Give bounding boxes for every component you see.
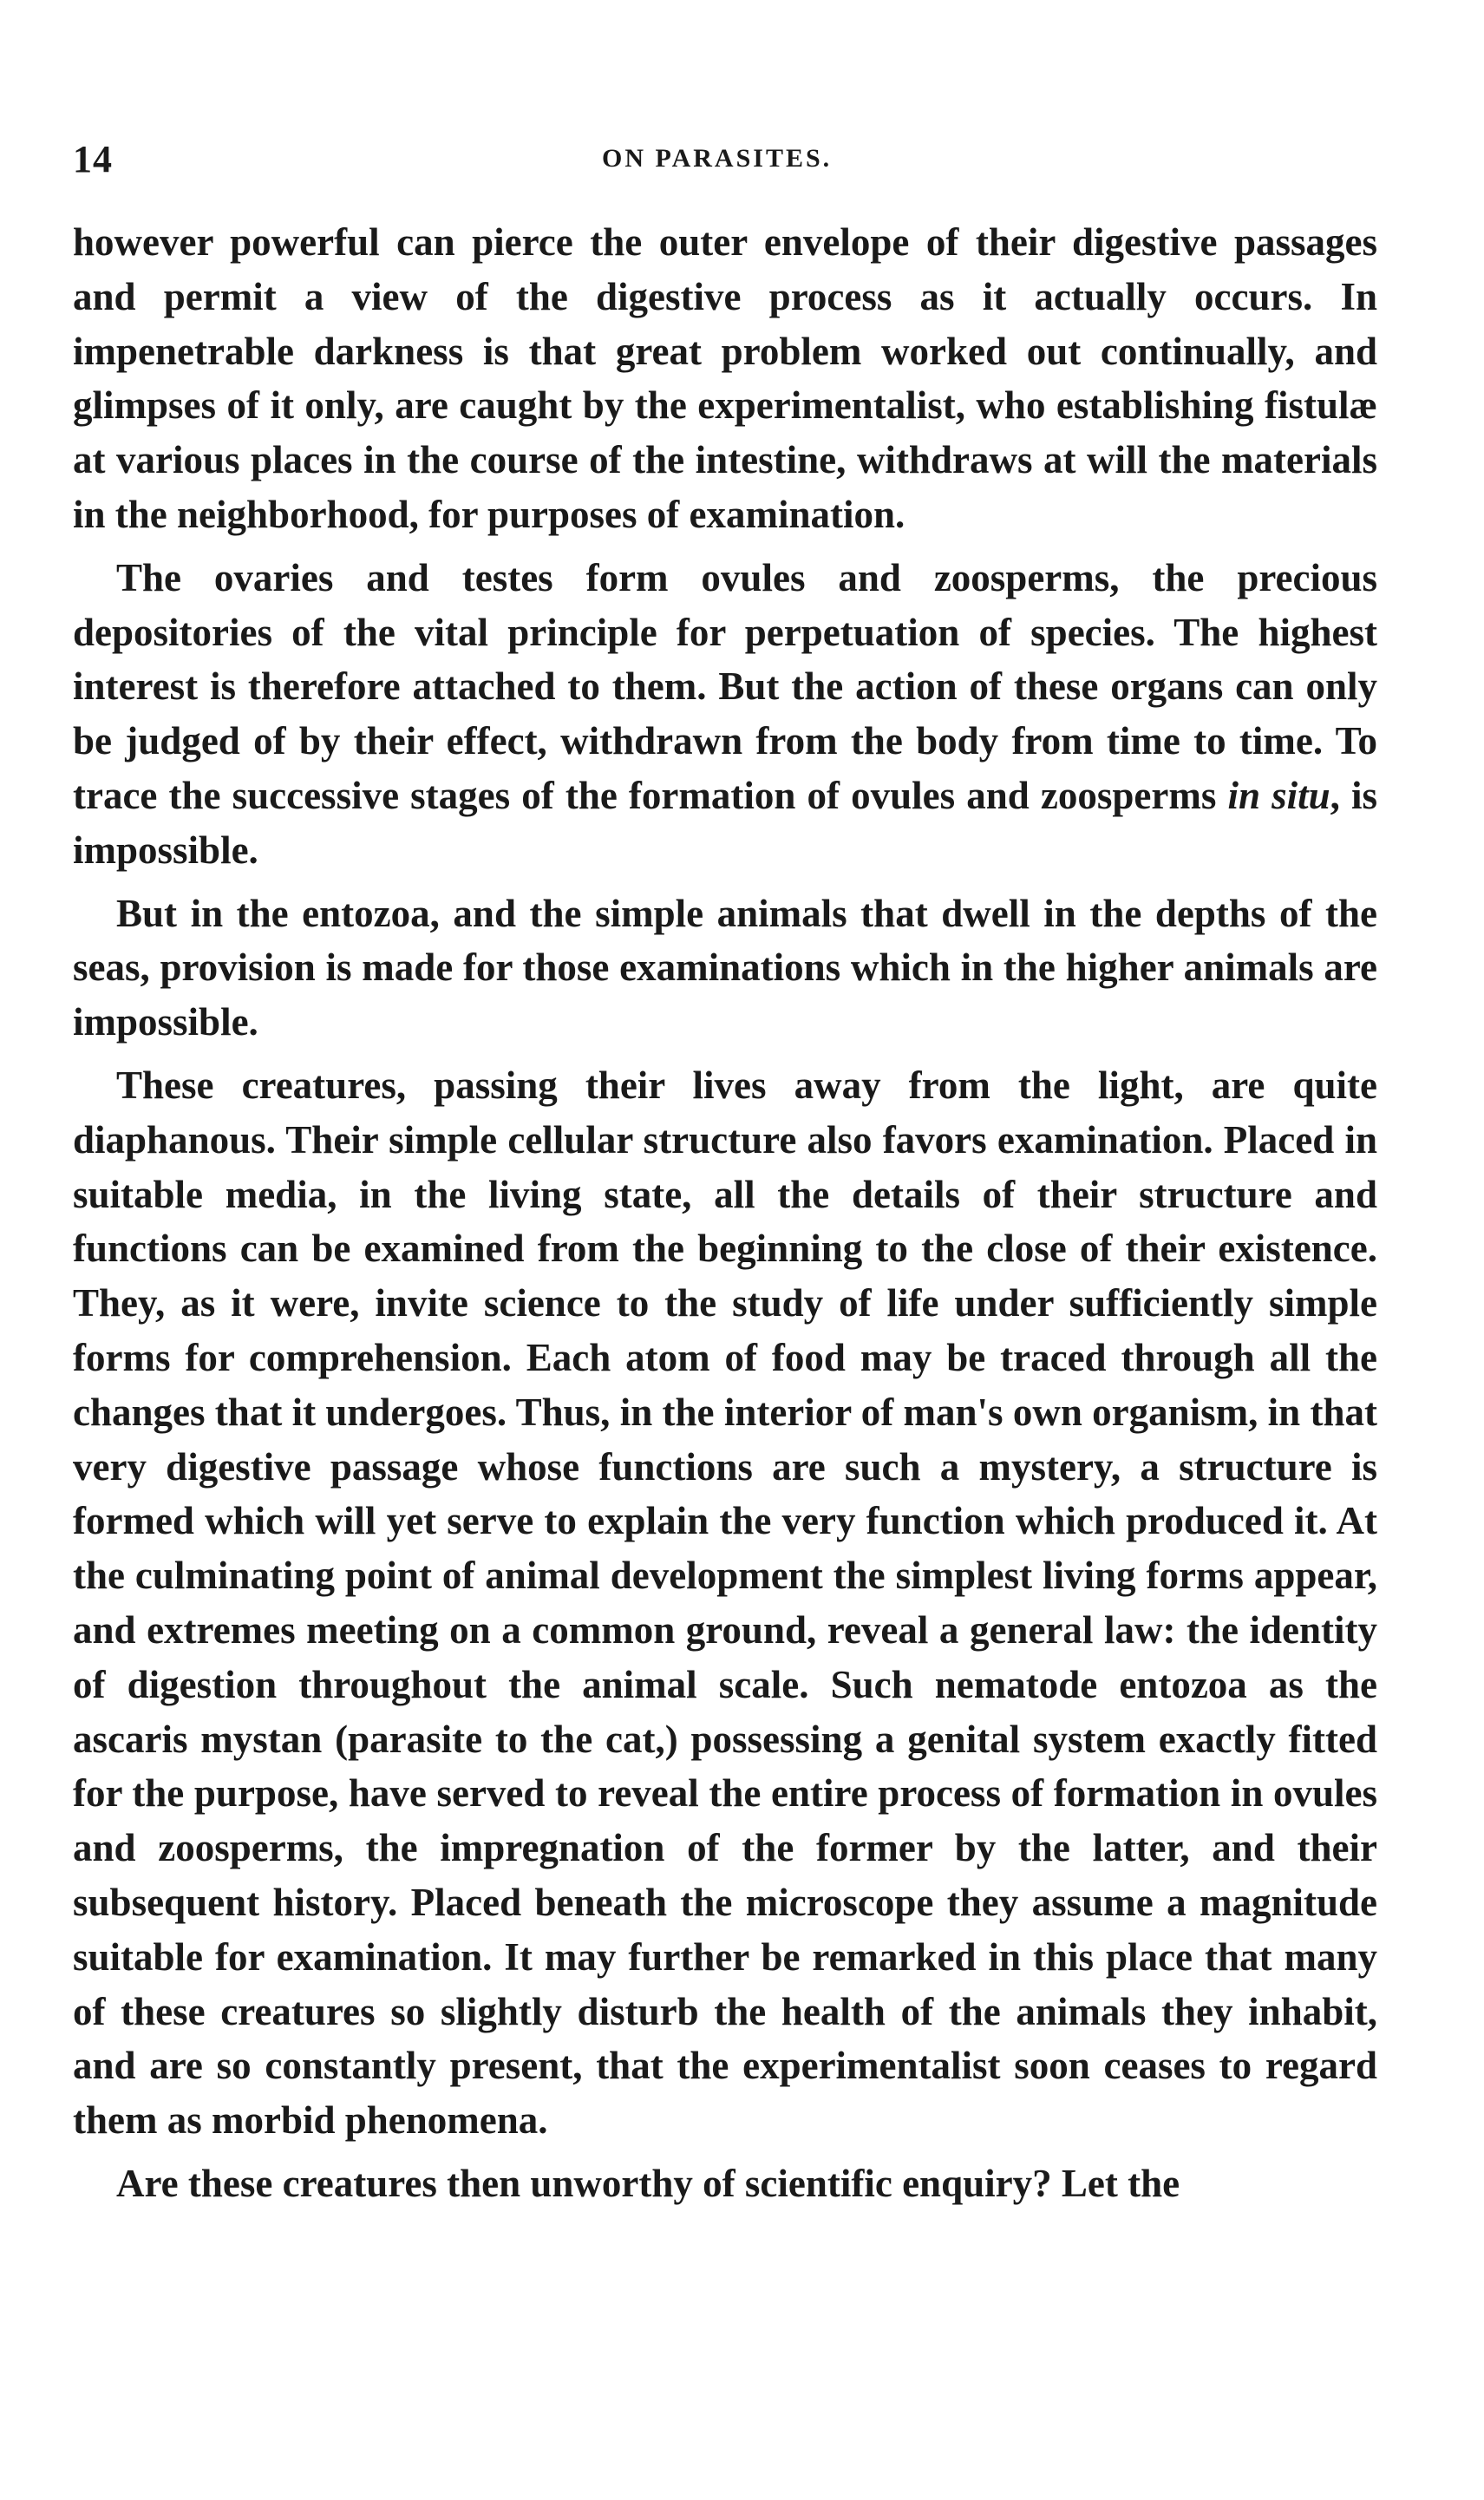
paragraph-2-text-before: The ovaries and testes form ovules and zoosperms, the precious depositories of the vital principle for perpetuation of species. The highest interest is therefore attached to them. But the action of these organs can only be judged of by their effect, withdrawn from the body from time to time. To trace the successive stages of the formation of ovules and zoosperms [73, 555, 1377, 817]
paragraph-2 [73, 551, 1377, 878]
paragraph-3: But in the entozoa, and the simple animals that dwell in the depths of the seas, provision is made for those examinations which in the higher animals are impossible. [73, 891, 1377, 1044]
body-text [73, 215, 1377, 2220]
running-head: ON PARASITES. [602, 144, 833, 173]
paragraph-1: however powerful can pierce the outer envelope of their digestive passages and permit a view of the digestive process as it actually occurs. In impenetrable darkness is that great problem worked out continually, and glimpses of it only, are caught by the experimentalist, who establishing fistulæ at various places in the course of the intestine, withdraws at will the materials in the neighborhood, for purposes of examination. [73, 220, 1377, 536]
paragraph-4: These creatures, passing their lives away from the light, are quite diaphanous. Their simple cellular structure also favors examination. Placed in suitable media, in the living state, all the details of their structure and functions can be examined from the beginning to the close of their existence. They, as it were, invite science to the study of life under sufficiently simple forms for comprehension. Each atom of food may be traced through all the changes that it undergoes. Thus, in the interior of man's own organism, in that very digestive passage whose functions are such a mystery, a structure is formed which will yet serve to explain the very function which produced it. At the culminating point of animal development the simplest living forms appear, and extremes meeting on a common ground, reveal a general law: the identity of digestion throughout the animal scale. Such nematode entozoa as the ascaris mystan (parasite to the cat,) possessing a genital system exactly fitted for the purpose, have served to reveal the entire process of formation in ovules and zoosperms, the impregnation of the former by the latter, and their subsequent history. Placed beneath the microscope they assume a magnitude suitable for examination. It may further be remarked in this place that many of these creatures so slightly disturb the health of the animals they inhabit, and are so constantly present, that the experimentalist soon ceases to regard them as morbid phenomena. [73, 1063, 1377, 2143]
paragraph-5: Are these creatures then unworthy of scientific enquiry? Let the [116, 2161, 1180, 2205]
paragraph-2-italic-phrase: in situ [1227, 773, 1330, 817]
page-number: 14 [73, 138, 113, 180]
page-header [73, 137, 1357, 189]
paragraph-2-text-after: , is impossible. [73, 773, 1377, 872]
